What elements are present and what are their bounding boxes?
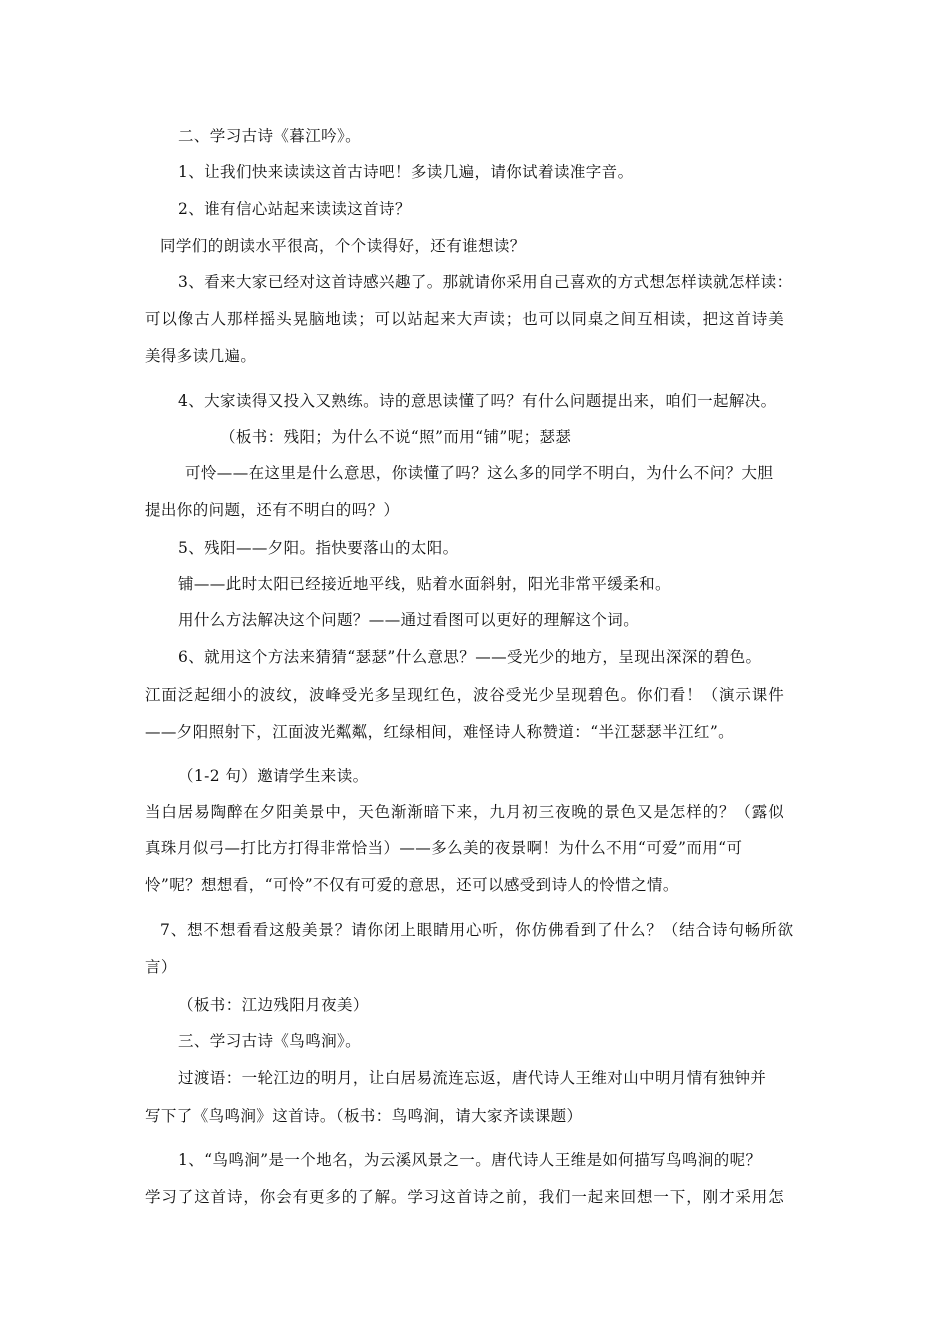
paragraph-line: （板书：残阳；为什么不说“照”而用“铺”呢；瑟瑟 (220, 428, 572, 446)
paragraph-line: 7、想不想看看这般美景？请你闭上眼睛用心听，你仿佛看到了什么？（结合诗句畅所欲 (160, 921, 794, 939)
paragraph-line: 2、谁有信心站起来读读这首诗？ (178, 200, 411, 218)
paragraph-line: 学习了这首诗，你会有更多的了解。学习这首诗之前，我们一起来回想一下，刚才采用怎 (145, 1188, 785, 1206)
paragraph-line: 江面泛起细小的波纹，波峰受光多呈现红色，波谷受光少呈现碧色。你们看！（演示课件 (145, 686, 785, 704)
paragraph-line: 6、就用这个方法来猜猜“瑟瑟”什么意思？——受光少的地方，呈现出深深的碧色。 (178, 648, 762, 666)
paragraph-line: 可以像古人那样摇头晃脑地读；可以站起来大声读；也可以同桌之间互相读，把这首诗美 (145, 310, 785, 328)
paragraph-line: 当白居易陶醉在夕阳美景中，天色渐渐暗下来，九月初三夜晚的景色又是怎样的？（露似 (145, 803, 785, 821)
paragraph-line: 用什么方法解决这个问题？——通过看图可以更好的理解这个词。 (178, 611, 640, 629)
paragraph-line: 1、“鸟鸣涧”是一个地名，为云溪风景之一。唐代诗人王维是如何描写鸟鸣涧的呢？ (178, 1151, 762, 1169)
section-heading: 三、学习古诗《鸟鸣涧》。 (178, 1032, 362, 1050)
paragraph-line: 1、让我们快来读读这首古诗吧！多读几遍，请你试着读准字音。 (178, 163, 634, 181)
paragraph-line: 5、残阳——夕阳。指快要落山的太阳。 (178, 539, 459, 557)
paragraph-line: 言） (145, 958, 177, 976)
paragraph-line: （1-2 句）邀请学生来读。 (178, 767, 369, 785)
paragraph-line: 可怜——在这里是什么意思，你读懂了吗？这么多的同学不明白，为什么不问？大胆 (185, 464, 774, 482)
paragraph-line: 过渡语：一轮江边的明月，让白居易流连忘返，唐代诗人王维对山中明月情有独钟并 (178, 1069, 767, 1087)
paragraph-line: 提出你的问题，还有不明白的吗？） (145, 501, 400, 519)
paragraph-line: 3、看来大家已经对这首诗感兴趣了。那就请你采用自己喜欢的方式想怎样读就怎样读： (178, 273, 793, 291)
paragraph-line: 美得多读几遍。 (145, 347, 257, 365)
paragraph-line: 4、大家读得又投入又熟练。诗的意思读懂了吗？有什么问题提出来，咱们一起解决。 (178, 392, 777, 410)
paragraph-line: 写下了《鸟鸣涧》这首诗。（板书：鸟鸣涧，请大家齐读课题） (145, 1107, 583, 1125)
paragraph-line: 真珠月似弓—打比方打得非常恰当）——多么美的夜景啊！为什么不用“可爱”而用“可 (145, 839, 743, 857)
paragraph-line: ——夕阳照射下，江面波光粼粼，红绿相间，难怪诗人称赞道：“半江瑟瑟半江红”。 (145, 723, 735, 741)
section-heading: 二、学习古诗《暮江吟》。 (178, 127, 362, 145)
paragraph-line: 怜”呢？想想看，“可怜”不仅有可爱的意思，还可以感受到诗人的怜惜之情。 (145, 876, 679, 894)
paragraph-line: （板书：江边残阳月夜美） (178, 996, 369, 1014)
paragraph-line: 铺——此时太阳已经接近地平线，贴着水面斜射，阳光非常平缓柔和。 (178, 575, 671, 593)
paragraph-line: 同学们的朗读水平很高，个个读得好，还有谁想读？ (160, 237, 526, 255)
